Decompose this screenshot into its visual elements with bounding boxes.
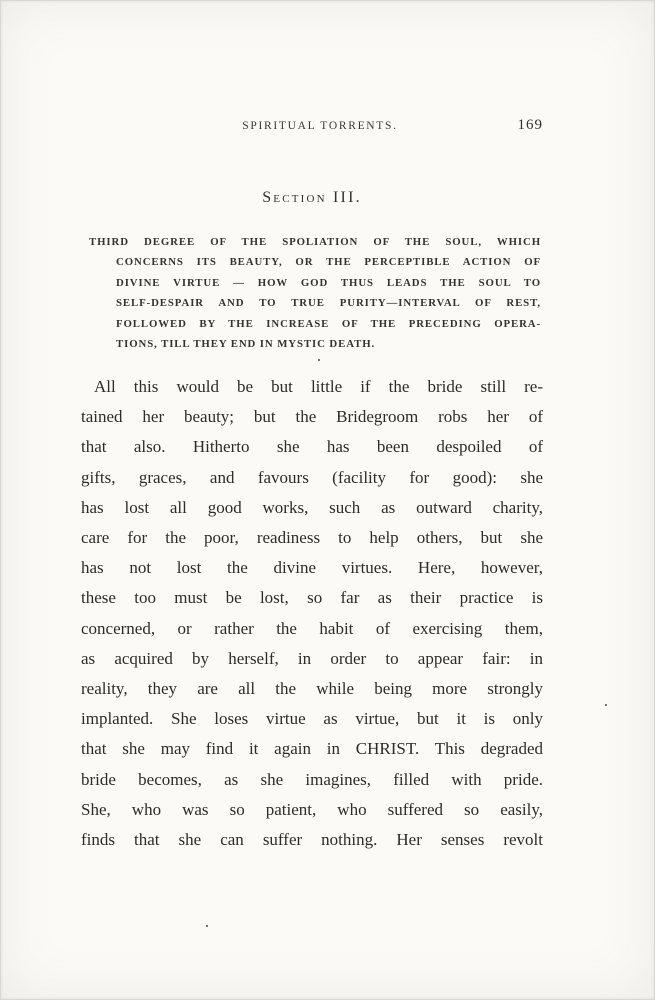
body-line: reality, they are all the while being more strongly xyxy=(81,679,543,699)
section-summary xyxy=(89,232,541,354)
body-line: care for the poor, readiness to help others, but she xyxy=(81,528,543,548)
body-line: gifts, graces, and favours (facility for good): she xyxy=(81,467,543,487)
body-line: All this would be but little if the bride still re- xyxy=(94,377,543,396)
scan-artifact xyxy=(206,925,208,927)
running-title: SPIRITUAL TORRENTS. xyxy=(242,120,398,132)
body-paragraph xyxy=(81,372,543,855)
summary-line: THIRD DEGREE OF THE SPOLIATION OF THE SOUL, WHICH xyxy=(89,236,541,248)
body-line: has not lost the divine virtues. Here, however, xyxy=(81,558,543,578)
summary-line: SELF-DESPAIR AND TO TRUE PURITY—INTERVAL OF REST, xyxy=(116,297,541,310)
body-line: that also. Hitherto she has been despoiled of xyxy=(81,437,543,457)
body-line: these too must be lost, so far as their practice is xyxy=(81,588,543,608)
scan-artifact xyxy=(605,704,607,706)
body-line: tained her beauty; but the Bridegroom robs her of xyxy=(81,407,543,427)
body-line: that she may find it again in CHRIST. This degraded xyxy=(81,739,543,759)
summary-line: CONCERNS ITS BEAUTY, OR THE PERCEPTIBLE ACTION OF xyxy=(116,256,541,269)
page-number: 169 xyxy=(517,117,543,133)
section-heading: Section III. xyxy=(262,189,362,206)
summary-line: FOLLOWED BY THE INCREASE OF THE PRECEDING OPERA- xyxy=(116,317,541,330)
body-line: as acquired by herself, in order to appear fair: in xyxy=(81,648,543,668)
body-line: implanted. She loses virtue as virtue, but it is only xyxy=(81,709,543,729)
body-line: finds that she can suffer nothing. Her senses revolt xyxy=(81,830,543,850)
summary-line: TIONS, TILL THEY END IN MYSTIC DEATH. xyxy=(116,338,376,351)
body-line: concerned, or rather the habit of exercising them, xyxy=(81,618,543,638)
body-line: has lost all good works, such as outward charity, xyxy=(81,497,543,517)
running-header xyxy=(81,117,543,140)
body-line: She, who was so patient, who suffered so easily, xyxy=(81,799,543,819)
scan-artifact xyxy=(318,359,320,361)
summary-line: DIVINE VIRTUE — HOW GOD THUS LEADS THE SOUL TO xyxy=(116,276,541,289)
body-line: bride becomes, as she imagines, filled with pride. xyxy=(81,769,543,789)
